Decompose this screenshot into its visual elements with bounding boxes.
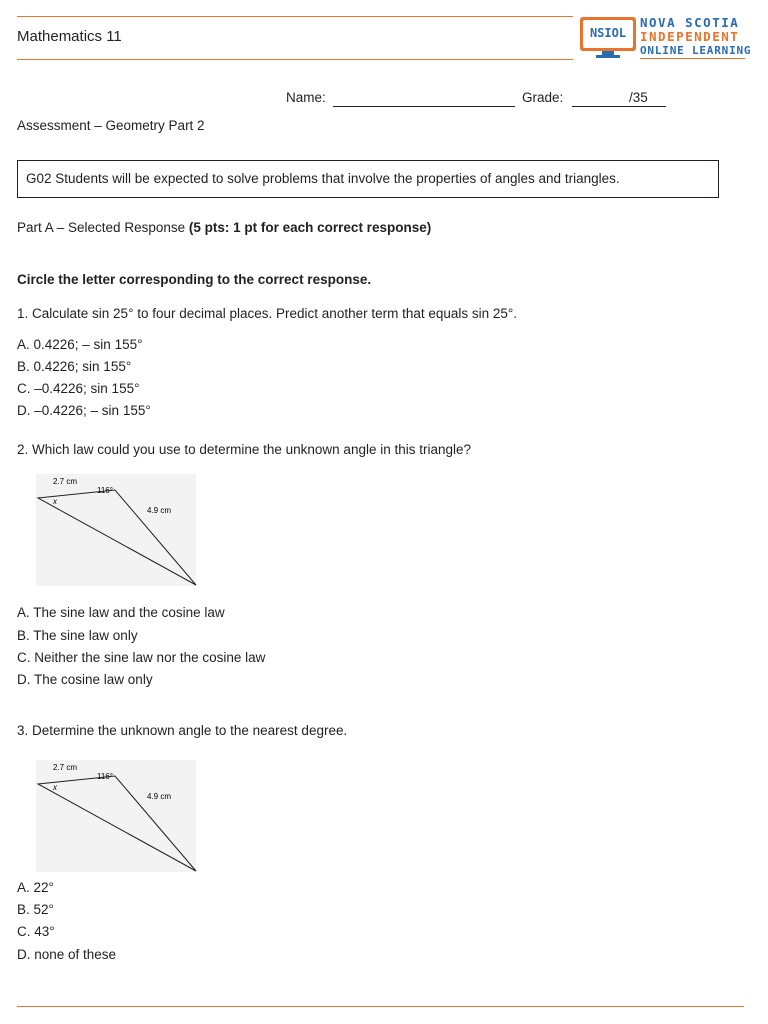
logo-line-2: INDEPENDENT	[640, 29, 740, 44]
q1-option-d[interactable]: D. –0.4226; – sin 155°	[17, 403, 151, 418]
angle-top-label: 116°	[97, 486, 113, 495]
part-a-title: Part A – Selected Response	[17, 220, 186, 235]
logo-line-3: ONLINE LEARNING	[640, 44, 752, 57]
name-field[interactable]	[333, 106, 515, 107]
q3-triangle-figure	[30, 758, 200, 874]
logo-line-1: NOVA SCOTIA	[640, 15, 740, 30]
angle-x-label: x	[53, 783, 57, 792]
question-3-text: 3. Determine the unknown angle to the nearest degree.	[17, 723, 348, 738]
q3-option-d[interactable]: D. none of these	[17, 947, 117, 962]
q2-option-d[interactable]: D. The cosine law only	[17, 672, 153, 687]
part-a-heading	[17, 220, 431, 236]
side-right-label: 4.9 cm	[147, 792, 172, 801]
header-top-rule	[17, 16, 573, 17]
grade-total: /35	[629, 90, 648, 105]
q2-option-a[interactable]: A. The sine law and the cosine law	[17, 605, 225, 620]
q1-option-a[interactable]: A. 0.4226; – sin 155°	[17, 337, 143, 352]
grade-label: Grade:	[522, 90, 564, 105]
assessment-title: Assessment – Geometry Part 2	[17, 118, 205, 133]
grade-field[interactable]	[572, 106, 666, 107]
part-a-points: (5 pts: 1 pt for each correct response)	[188, 220, 432, 235]
angle-x-label: x	[53, 497, 57, 506]
name-label: Name:	[286, 90, 326, 105]
q2-triangle-figure	[30, 472, 200, 588]
q3-option-a[interactable]: A. 22°	[17, 880, 54, 895]
logo-underline	[640, 58, 745, 59]
q3-option-b[interactable]: B. 52°	[17, 902, 54, 917]
q1-option-b[interactable]: B. 0.4226; sin 155°	[17, 359, 132, 374]
nsiol-logo	[578, 16, 638, 54]
q2-option-c[interactable]: C. Neither the sine law nor the cosine law	[17, 650, 266, 665]
instruction-text: Circle the letter corresponding to the correct response.	[17, 272, 372, 287]
q1-option-c[interactable]: C. –0.4226; sin 155°	[17, 381, 140, 396]
outcome-box	[17, 160, 719, 198]
course-title: Mathematics 11	[17, 28, 122, 45]
logo-badge-text: NSIOL	[589, 26, 627, 40]
side-top-label: 2.7 cm	[53, 763, 78, 772]
side-top-label: 2.7 cm	[53, 477, 78, 486]
header-bottom-rule	[17, 59, 573, 60]
side-right-label: 4.9 cm	[147, 506, 172, 515]
question-2-text: 2. Which law could you use to determine the unknown angle in this triangle?	[17, 442, 472, 457]
angle-top-label: 116°	[97, 772, 113, 781]
footer-rule	[17, 1006, 744, 1007]
outcome-text: G02 Students will be expected to solve problems that involve the properties of angles and triangles.	[26, 171, 620, 186]
q3-option-c[interactable]: C. 43°	[17, 924, 55, 939]
question-1-text: 1. Calculate sin 25° to four decimal places. Predict another term that equals sin 25°.	[17, 306, 518, 321]
q2-option-b[interactable]: B. The sine law only	[17, 628, 138, 643]
